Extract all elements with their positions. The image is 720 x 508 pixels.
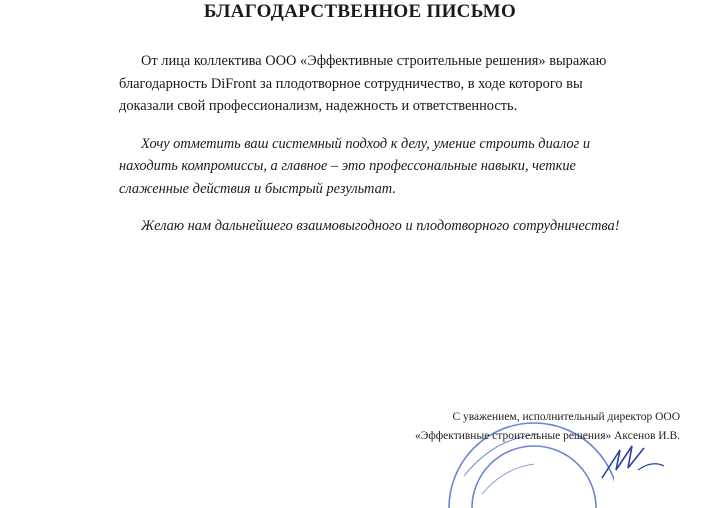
signature-line-1: С уважением, исполнительный директор ООО (452, 411, 680, 423)
paragraph-3: Желаю нам дальнейшего взаимовыгодного и плодотворного сотрудничества! (141, 218, 620, 234)
paragraph-1: От лица коллектива ООО «Эффективные строительные решения» выражаю благодарность DiFront за плодотворное сотрудничество, в ходе которого вы доказали свой профессионализм, надежность и ответственность. (119, 53, 607, 114)
handwritten-signature-icon (598, 440, 668, 480)
letter-body (119, 50, 639, 253)
signature-line-2: «Эффективные строительные решения» Аксенов И.В. (414, 430, 680, 442)
signature-block (300, 408, 680, 446)
letter-title: БЛАГОДАРСТВЕННОЕ ПИСЬМО (203, 1, 517, 22)
paragraph-2: Хочу отметить ваш системный подход к делу, умение строить диалог и находить компромиссы, а главное – это профессональные навыки, четкие слаженные действия и быстрый результат. (119, 135, 591, 197)
